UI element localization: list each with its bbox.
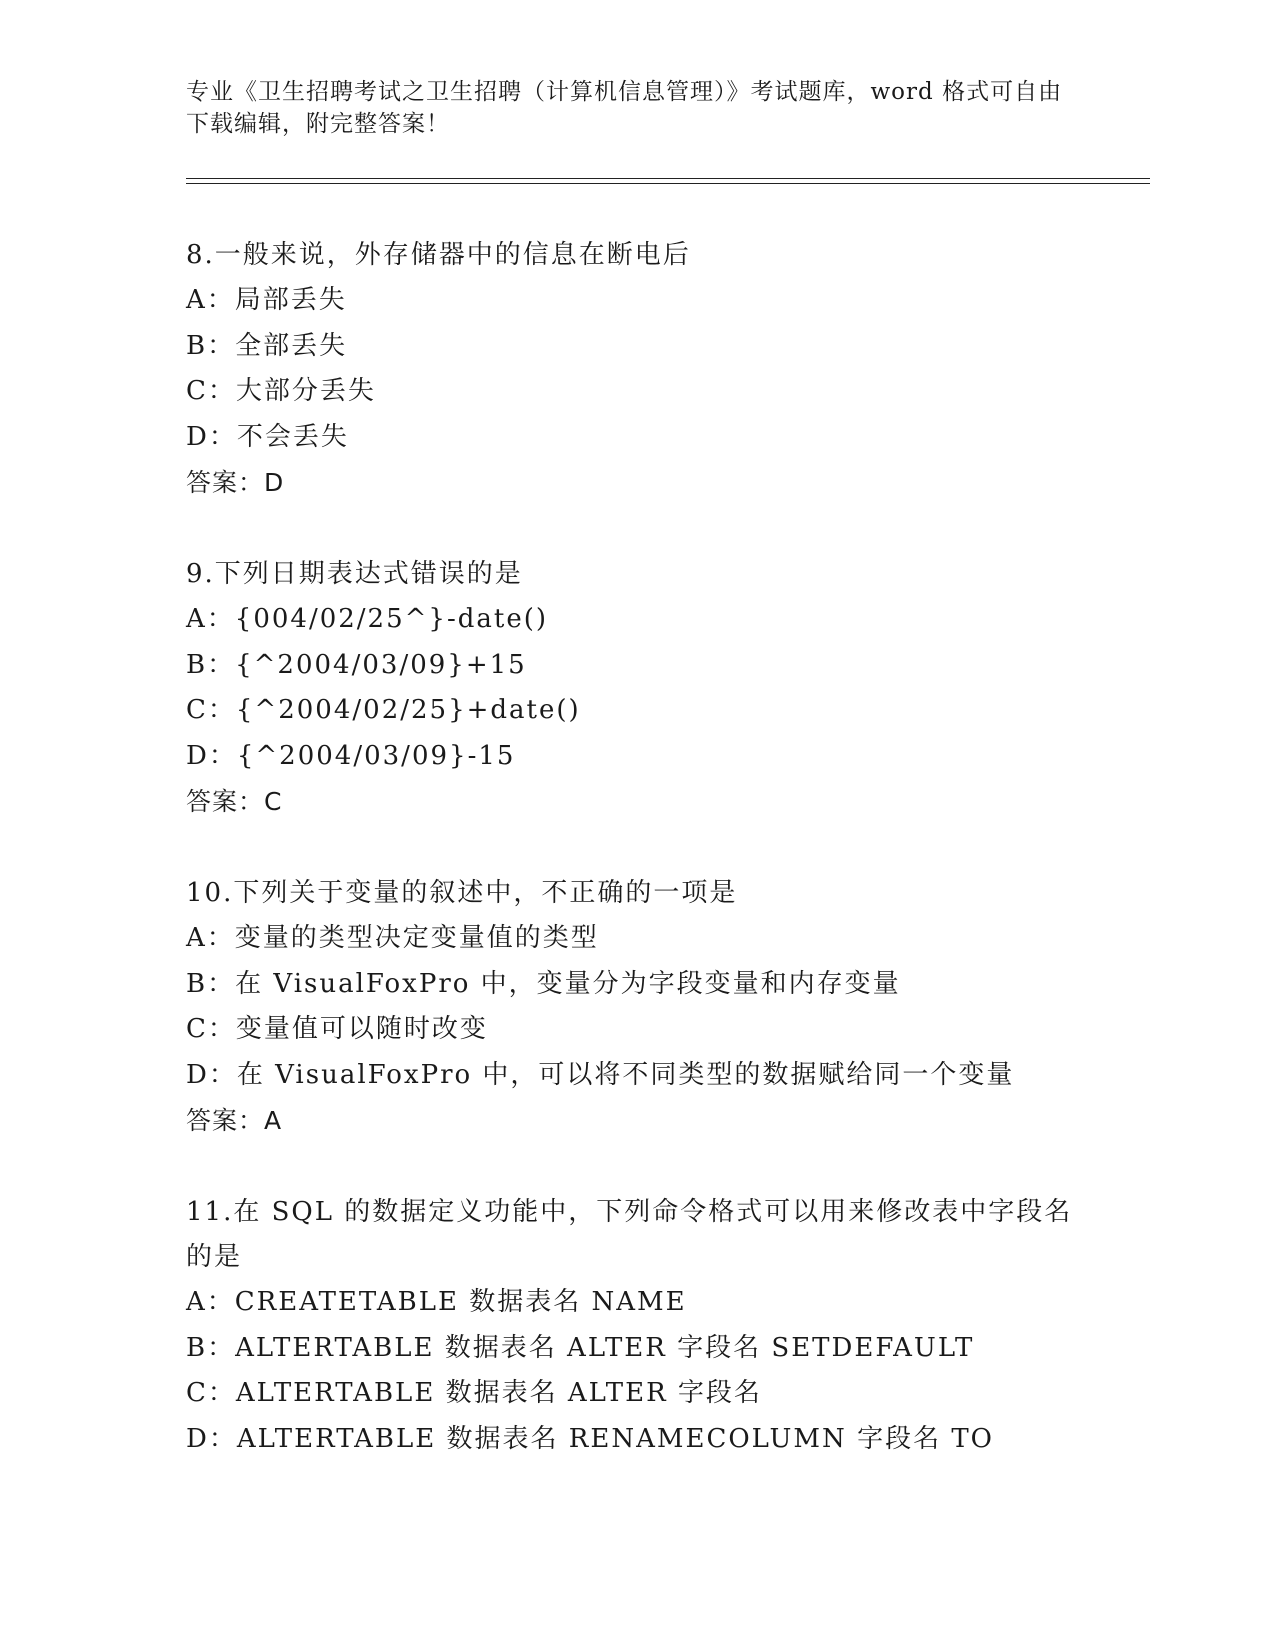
question-stem: 9.下列日期表达式错误的是: [186, 559, 523, 589]
option-b: B：ALTERTABLE 数据表名 ALTER 字段名 SETDEFAULT: [186, 1332, 975, 1363]
option-a: A：{004/02/25^}-date(): [186, 604, 549, 634]
question-stem: 11.在 SQL 的数据定义功能中，下列命令格式可以用来修改表中字段名的是: [186, 1197, 1073, 1272]
option-a: A：变量的类型决定变量值的类型: [186, 923, 599, 953]
question-10: [186, 871, 1086, 1143]
question-stem: 8.一般来说，外存储器中的信息在断电后: [186, 240, 691, 270]
option-c: C：变量值可以随时改变: [186, 1014, 488, 1044]
header-divider-bottom: [186, 183, 1150, 184]
answer: 答案：C: [186, 787, 283, 816]
question-9: [186, 552, 1086, 824]
option-b: B：{^2004/03/09}+15: [186, 649, 527, 680]
option-d: D：不会丢失: [186, 421, 349, 452]
question-stem: 10.下列关于变量的叙述中，不正确的一项是: [186, 878, 738, 908]
option-c: C：大部分丢失: [186, 376, 376, 406]
option-a: A：局部丢失: [186, 285, 347, 315]
header-divider-top: [186, 178, 1150, 179]
option-c: C：ALTERTABLE 数据表名 ALTER 字段名: [186, 1378, 762, 1408]
option-d: D：在 VisualFoxPro 中，可以将不同类型的数据赋给同一个变量: [186, 1059, 1015, 1090]
option-d: D：{^2004/03/09}-15: [186, 740, 516, 771]
option-a: A：CREATETABLE 数据表名 NAME: [186, 1287, 687, 1317]
answer: 答案：A: [186, 1106, 283, 1135]
option-b: B：在 VisualFoxPro 中，变量分为字段变量和内存变量: [186, 968, 901, 999]
document-header: 专业《卫生招聘考试之卫生招聘（计算机信息管理）》考试题库，word 格式可自由下载编辑，附完整答案！: [186, 79, 1063, 137]
question-8: [186, 233, 1086, 505]
option-d: D：ALTERTABLE 数据表名 RENAMECOLUMN 字段名 TO: [186, 1423, 994, 1454]
option-b: B：全部丢失: [186, 330, 348, 361]
question-11: [186, 1190, 1086, 1462]
option-c: C：{^2004/02/25}+date(): [186, 695, 581, 725]
answer: 答案：D: [186, 468, 285, 497]
